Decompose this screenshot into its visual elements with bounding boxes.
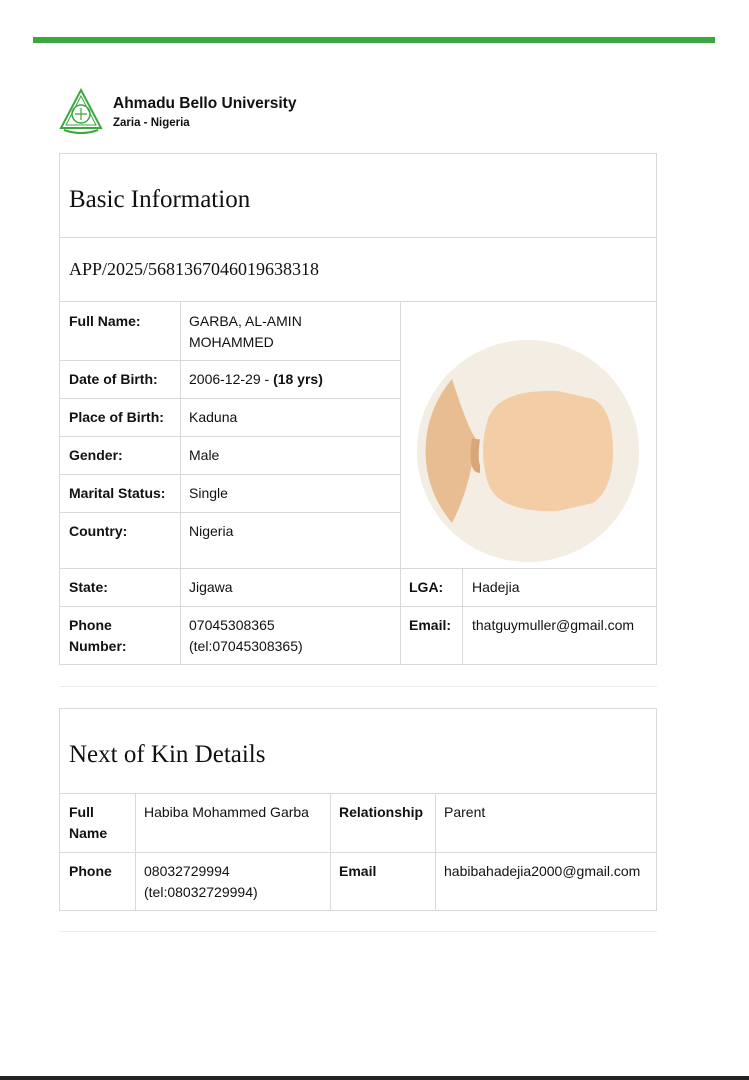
country-label: Country: [69, 523, 128, 539]
state-value: Jigawa [189, 579, 233, 595]
date-of-birth-value: 2006-12-29 - (18 yrs) [189, 371, 323, 387]
bottom-edge-bar [0, 1076, 749, 1080]
university-name: Ahmadu Bello University [113, 94, 297, 112]
section-title-basic: Basic Information [69, 186, 251, 213]
kin-full-name-label: Full Name [69, 804, 108, 841]
default-avatar-icon [408, 339, 648, 563]
phone-number-label: Phone Number: [69, 617, 127, 654]
kin-phone-label: Phone [69, 863, 112, 879]
basic-information-card [59, 153, 657, 665]
top-accent-bar [33, 37, 715, 43]
age-value: (18 yrs) [273, 371, 323, 387]
gender-value: Male [189, 447, 220, 463]
university-header [58, 88, 296, 134]
place-of-birth-label: Place of Birth: [69, 409, 164, 425]
kin-full-name-value: Habiba Mohammed Garba [144, 804, 309, 820]
email-value: thatguymuller@gmail.com [472, 617, 635, 633]
country-value: Nigeria [189, 523, 234, 539]
lga-value: Hadejia [472, 579, 520, 595]
full-name-value: GARBA, AL-AMIN MOHAMMED [189, 313, 302, 350]
kin-relationship-value: Parent [444, 804, 486, 820]
marital-status-label: Marital Status: [69, 485, 166, 501]
phone-number-value: 07045308365 (tel:07045308365) [189, 617, 303, 654]
lga-label: LGA: [409, 579, 444, 595]
full-name-label: Full Name: [69, 313, 141, 329]
email-label: Email: [409, 617, 452, 633]
state-label: State: [69, 579, 108, 595]
gender-label: Gender: [69, 447, 123, 463]
date-of-birth-label: Date of Birth: [69, 371, 158, 387]
kin-email-label: Email [339, 863, 377, 879]
place-of-birth-value: Kaduna [189, 409, 238, 425]
marital-status-value: Single [189, 485, 228, 501]
next-of-kin-card [59, 708, 657, 911]
kin-phone-value: 08032729994 (tel:08032729994) [144, 863, 258, 900]
university-crest-icon [58, 88, 104, 134]
kin-relationship-label: Relationship [339, 804, 424, 820]
university-location: Zaria - Nigeria [113, 116, 190, 129]
kin-email-value: habibahadejia2000@gmail.com [444, 863, 641, 879]
application-number: APP/2025/5681367046019638318 [69, 259, 320, 279]
section-title-kin: Next of Kin Details [69, 741, 266, 768]
